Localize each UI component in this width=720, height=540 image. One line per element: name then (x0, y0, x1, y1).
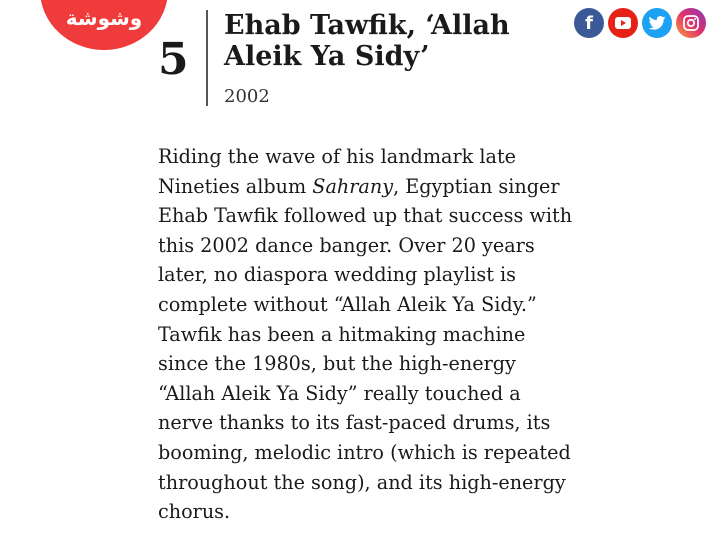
release-year: 2002 (224, 86, 270, 107)
brand-logo[interactable] (40, 0, 168, 50)
facebook-icon[interactable]: f (574, 8, 604, 38)
brand-logo-text: وشوشة (65, 6, 143, 30)
body-rest: , Egyptian singer Ehab Tawfik followed up that success with this 2002 dance banger. Over 20 years later, no diaspora wedding playlist is complete without “Allah Aleik Ya Sidy.” Tawfik has been a hitmaking machine since the 1980s, but the high-energy “Allah Aleik Ya Sidy” really touched a nerve thanks to its fast-paced drums, its booming, melodic intro (which is repeated throughout the song), and its high-energy chorus. (158, 174, 573, 524)
song-title: Ehab Tawfik, ‘Allah Aleik Ya Sidy’ (224, 10, 510, 72)
album-title: Sahrany (312, 174, 394, 198)
youtube-icon[interactable] (608, 8, 638, 38)
divider (206, 10, 208, 106)
instagram-icon[interactable] (676, 8, 706, 38)
rank-number: 5 (158, 34, 189, 85)
twitter-icon[interactable] (642, 8, 672, 38)
article-body (158, 142, 578, 527)
social-links (574, 8, 706, 38)
body-intro: Riding the wave of his landmark late Nineties album (158, 145, 517, 198)
